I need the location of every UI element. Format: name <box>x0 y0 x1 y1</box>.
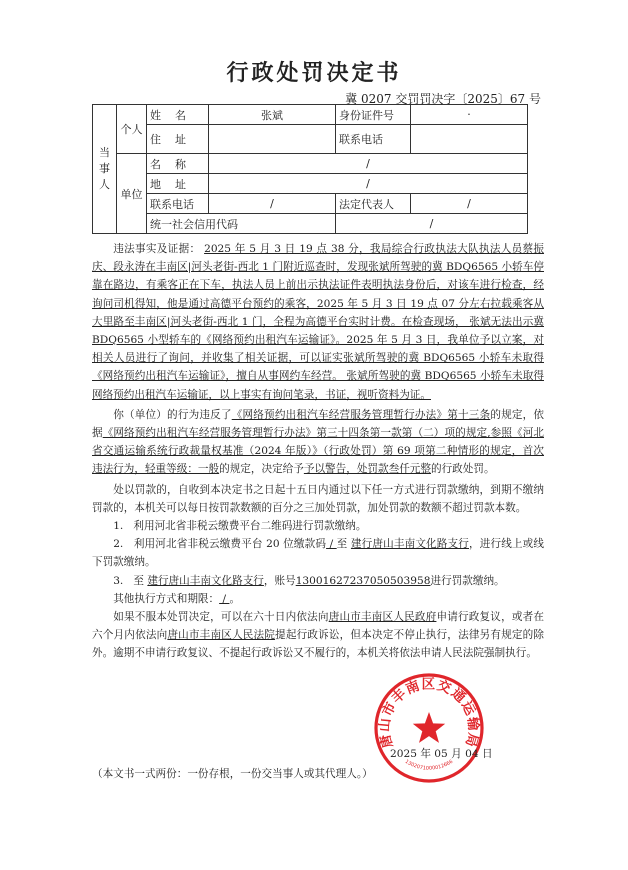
address-value <box>209 125 336 154</box>
seal-text: 唐山市丰南区交通运输局 <box>376 676 482 750</box>
violation-text-2: 的规定，依据 <box>92 408 545 440</box>
remedy-paragraph <box>92 608 544 663</box>
bank-account-number: 13001627237050503958 <box>295 574 431 587</box>
document-body <box>92 240 544 663</box>
payment-option-3-tail: 进行罚款缴纳。 <box>430 574 505 587</box>
remedy-text-3: 提起行政诉讼，但本决定不停止执行，法律另有规定的除外。逾期不申请行政复议、不提起行政诉讼又不履行的，本机关将依法申请人民法院强制执行。 <box>92 629 545 660</box>
name-label: 姓 名 <box>147 105 209 125</box>
other-execution <box>92 590 544 608</box>
unit-name-label: 名 称 <box>147 154 209 174</box>
unit-name-value: / <box>209 154 528 174</box>
payment-option-2 <box>92 535 544 571</box>
payment-option-2-to: 至 <box>336 538 348 551</box>
phone-label: 联系电话 <box>336 125 411 154</box>
facts-label: 违法事实及证据： <box>113 243 201 255</box>
other-execution-label: 其他执行方式和期限： <box>113 592 220 605</box>
payment-option-1: 1. 利用河北省非税云缴费平台二维码进行罚款缴纳。 <box>113 520 367 533</box>
other-execution-end: 。 <box>229 592 241 605</box>
unit-label: 单位 <box>117 154 147 234</box>
violation-paragraph <box>92 406 544 479</box>
payment-bank-1: 建行唐山丰南文化路支行 <box>350 538 469 551</box>
facts-text: 2025 年 5 月 3 日 19 点 38 分，我局综合行政执法大队执法人员蔡振庆、段永涛在丰南区|河头老街-西北 1 门附近巡查时，发现张斌所驾驶的冀 BDQ6565 小轿车停靠在路边，有乘客正在下车，执法人员上前出示执法证件表明执法身份后，对该车进行检查，经询问司机得知，他是通过高德平台预约的乘客，2025 年 5 月 3 日 19 点 07 分左右拉载乘客从大里路至丰南区|河头老街-西北 1 门，全程为高德平台实时计费。在检查现场， 张斌无法出示冀 BDQ6565 小型轿车的《网络预约出租汽车运输证》。2025 年 5 月 3 日，我单位予以立案，对相关人员进行了询问，并收集了相关证据，可以证实张斌所驾驶的冀 BDQ6565 小轿车未取得《网络预约出租汽车运输证》，擅自从事网约车经营。 张斌所驾驶的冀 BDQ6565 小轿车未取得网络预约出租汽车运输证，以上事实有询问笔录，书证，视听资料为证。 <box>92 243 545 401</box>
seal-number: 1302071000012666 <box>403 758 455 772</box>
unit-address-value: / <box>209 174 528 194</box>
payment-option-2-tail: ，进行线上或线下罚款缴纳。 <box>92 538 544 569</box>
penalty: 予以警告，处罚款叁仟元整 <box>303 463 431 476</box>
document-title: 行政处罚决定书 <box>226 61 402 86</box>
credit-code-label: 统一社会信用代码 <box>147 214 336 234</box>
violation-text-3: 的规定，决定给予 <box>219 463 304 476</box>
payment-code: / <box>326 538 337 551</box>
unit-phone-value: / <box>209 194 336 214</box>
legal-rep-label: 法定代表人 <box>336 194 411 214</box>
remedy-text-1: 如果不服本处罚决定，可以在六十日内依法向 <box>113 611 329 624</box>
basis-law: 《网络预约出租汽车经营服务管理暂行办法》第三十四条第一款第（二）项的规定,参照《河北省交通运输系统行政裁量权基准（2024 年版）》（行政处罚）第 69 项第二种情形的规定，首次违法行为，轻重等级：一般 <box>92 427 544 476</box>
address-label: 住 址 <box>147 125 209 154</box>
facts-paragraph <box>92 240 544 404</box>
individual-label: 个人 <box>117 105 147 154</box>
issue-date: 2025 年 05 月 04 日 <box>390 748 493 760</box>
id-value: · <box>411 105 528 125</box>
name-value: 张斌 <box>209 105 336 125</box>
violation-text-4: 的行政处罚。 <box>431 463 495 476</box>
court: 唐山市丰南区人民法院 <box>167 629 276 642</box>
violated-law: 《网络预约出租汽车经营服务管理暂行办法》第十三条 <box>231 408 491 421</box>
other-execution-value: / <box>219 592 230 605</box>
phone-value <box>411 125 528 154</box>
payment-option-3-text: 3. 至 <box>113 574 144 587</box>
official-seal-icon <box>373 672 485 784</box>
document-number: 冀 0207 交罚罚决字〔2025〕67 号 <box>345 92 541 106</box>
unit-phone-label: 联系电话 <box>147 194 209 214</box>
legal-rep-value: / <box>411 194 528 214</box>
id-label: 身份证件号 <box>336 105 411 125</box>
review-authority: 唐山市丰南区人民政府 <box>328 611 437 624</box>
credit-code-value: / <box>336 214 528 234</box>
footer-note: （本文书一式两份：一份存根，一份交当事人或其代理人。） <box>92 768 373 780</box>
violation-text-1: 你（单位）的行为违反了 <box>113 408 232 421</box>
party-group-label: 当事 人 <box>93 105 117 234</box>
party-info-table <box>92 104 528 234</box>
unit-address-label: 地 址 <box>147 174 209 194</box>
payment-option-3-account-label: ，账号 <box>263 574 296 587</box>
payment-intro: 处以罚款的，自收到本决定书之日起十五日内通过以下任一方式进行罚款缴纳，到期不缴纳罚款的，本机关可以每日按罚款数额的百分之三加处罚款，加处罚款的数额不超过罚款本数。 <box>92 483 544 514</box>
payment-bank-2: 建行唐山丰南文化路支行 <box>147 574 264 587</box>
payment-option-3 <box>92 572 544 590</box>
remedy-text-2: 申请行政复议，或者在六个月内依法向 <box>92 611 545 642</box>
payment-option-2-text: 2. 利用河北省非税云缴费平台 20 位缴款码 <box>113 538 327 551</box>
